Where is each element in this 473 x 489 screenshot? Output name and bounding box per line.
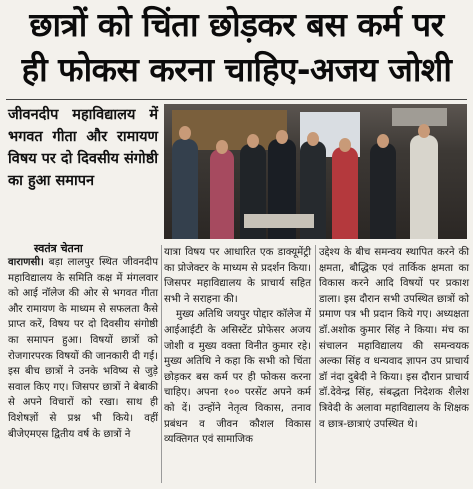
photo-person-head: [216, 140, 228, 154]
column-2-paragraph-1: यात्रा विषय पर आधारित एक डाक्यूमेंट्री का प्रोजेक्टर के माध्यम से प्रदर्शन किया। जिसपर महाविद्यालय के प्राचार्य सहित सभी ने सराहना की।: [164, 247, 311, 305]
headline: [8, 2, 465, 92]
column-divider: [161, 245, 162, 483]
byline: स्वतंत्र चेतना: [34, 242, 83, 255]
photo-ceiling-light: [392, 108, 447, 126]
event-photo: [164, 104, 467, 239]
subheadline: जीवनदीप महाविद्यालय में भगवत गीता और रामायण विषय पर दो दिवसीय संगोष्ठी का हुआ समापन: [8, 107, 158, 189]
column-2-paragraph-2: मुख्य अतिथि जयपुर पोद्दार कॉलेज में आईआईटी के असिस्टेंट प्रोफेसर अजय जोशी व मुख्य वक्ता विनीत कुमार रहे। मुख्य अतिथि ने कहा कि सभी को चिंता छोड़कर बस कर्म पर ही फोकस करना चाहिए। अपना १०० परसेंट अपने कर्म को दें। उन्होंने नेतृत्व विकास, तनाव प्रबंधन व जीवन कौशल विकास व्यक्तिगत एवं सामाजिक: [164, 309, 311, 446]
photo-person: [410, 135, 438, 239]
article-column-3: [319, 245, 469, 432]
column-divider: [315, 245, 316, 483]
article-column-1: [8, 255, 158, 442]
column-1-text: बड़ा लालपुर स्थित जीवनदीप महाविद्यालय के समिति कक्ष में मंगलवार को आई नॉलेज की ओर से भगवत गीता और रामायण के माध्यम से सफलता कैसे प्राप्त करें, विषय पर दो दिवसीय संगोष्ठी का समापन हुआ। विषयों छात्रों को रोजगारपरक विषयों की जानकारी दी गई। इस बीच छात्रों ने उनके भविष्य से जुड़े सवाल किए गए। जिसपर छात्रों ने बेबाकी से अपने विचारों को रखा। साथ ही विशेषज्ञों से प्रश्न भी किये। वहीं बीजेएमएस द्वितीय वर्ष के छात्रों ने: [8, 257, 158, 440]
photo-person: [210, 149, 234, 239]
photo-person-head: [276, 130, 288, 144]
photo-person-head: [307, 132, 319, 146]
photo-person: [370, 143, 396, 239]
photo-person: [332, 147, 358, 239]
photo-person-head: [247, 134, 259, 148]
article-column-2: [164, 245, 311, 448]
photo-person-head: [339, 138, 351, 152]
photo-person-head: [179, 126, 191, 140]
headline-line-2: ही फोकस करना चाहिए-अजय जोशी: [21, 50, 452, 89]
headline-rule: [6, 99, 467, 100]
headline-line-1: छात्रों को चिंता छोड़कर बस कर्म पर: [29, 5, 444, 44]
column-3-text: उद्देश्य के बीच समन्वय स्थापित करने की क्षमता, बौद्धिक एवं तार्किक क्षमता का विकास करने आदि विषयों पर प्रकाश डाला। इस दौरान सभी उपस्थित छात्रों को प्रमाण पत्र भी प्रदान किये गए। अध्यक्षता डॉ.अशोक कुमार सिंह ने किया। मंच का संचालन महाविद्यालय की समन्वयक अल्का सिंह व धन्यवाद ज्ञापन उप प्राचार्य डॉ नंदा दुबेदी ने किया। इस दौरान प्राचार्य डॉ.देवेन्द्र सिंह, संबद्धता निदेशक शैलेश त्रिवेदी के अलावा महाविद्यालय के शिक्षक व छात्र-छात्राएं उपस्थित थे।: [319, 247, 469, 430]
dateline: वाराणसी।: [8, 257, 44, 268]
photo-table: [244, 214, 314, 228]
photo-person-head: [418, 124, 430, 138]
photo-person: [172, 139, 198, 239]
photo-person-head: [377, 134, 389, 148]
